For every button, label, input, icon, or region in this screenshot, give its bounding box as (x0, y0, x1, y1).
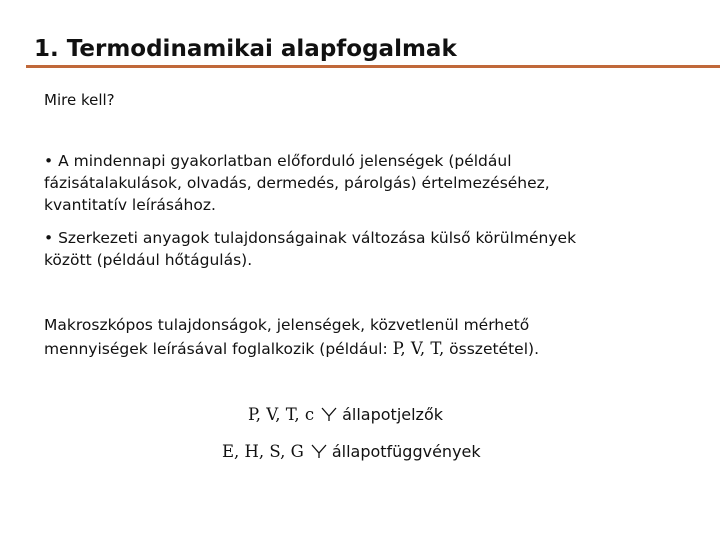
bullet-line: között (például hőtágulás). (44, 251, 253, 269)
macro-line-suffix: összetétel). (444, 340, 539, 358)
state-variables-label: állapotjelzők (342, 405, 443, 424)
macro-variables: P, V, T, (392, 339, 445, 358)
bullet-item (44, 150, 550, 216)
section-subhead: Mire kell? (44, 91, 115, 109)
page-title: 1. Termodinamikai alapfogalmak (34, 36, 457, 62)
state-functions: E, H, S, G (222, 442, 304, 461)
macro-paragraph (44, 314, 539, 361)
arrow-icon (320, 406, 338, 422)
macro-line (44, 337, 539, 361)
macro-line: Makroszkópos tulajdonságok, jelenségek, közvetlenül mérhető (44, 316, 530, 334)
macro-line-prefix: mennyiségek leírásával foglalkozik (például: (44, 340, 393, 358)
bullet-line: • A mindennapi gyakorlatban előforduló jelenségek (például (44, 152, 512, 170)
bullet-line: • Szerkezeti anyagok tulajdonságainak változása külső körülmények (44, 229, 577, 247)
bullet-item (44, 227, 576, 271)
state-variables-row (248, 404, 443, 426)
bullet-line: fázisátalakulások, olvadás, dermedés, párolgás) értelmezéséhez, (44, 174, 550, 192)
state-variables: P, V, T, c (248, 405, 315, 424)
state-functions-row (222, 441, 481, 463)
arrow-icon (310, 443, 328, 459)
bullet-line: kvantitatív leírásához. (44, 196, 216, 214)
state-functions-label: állapotfüggvények (331, 442, 481, 461)
title-underline (26, 65, 720, 68)
